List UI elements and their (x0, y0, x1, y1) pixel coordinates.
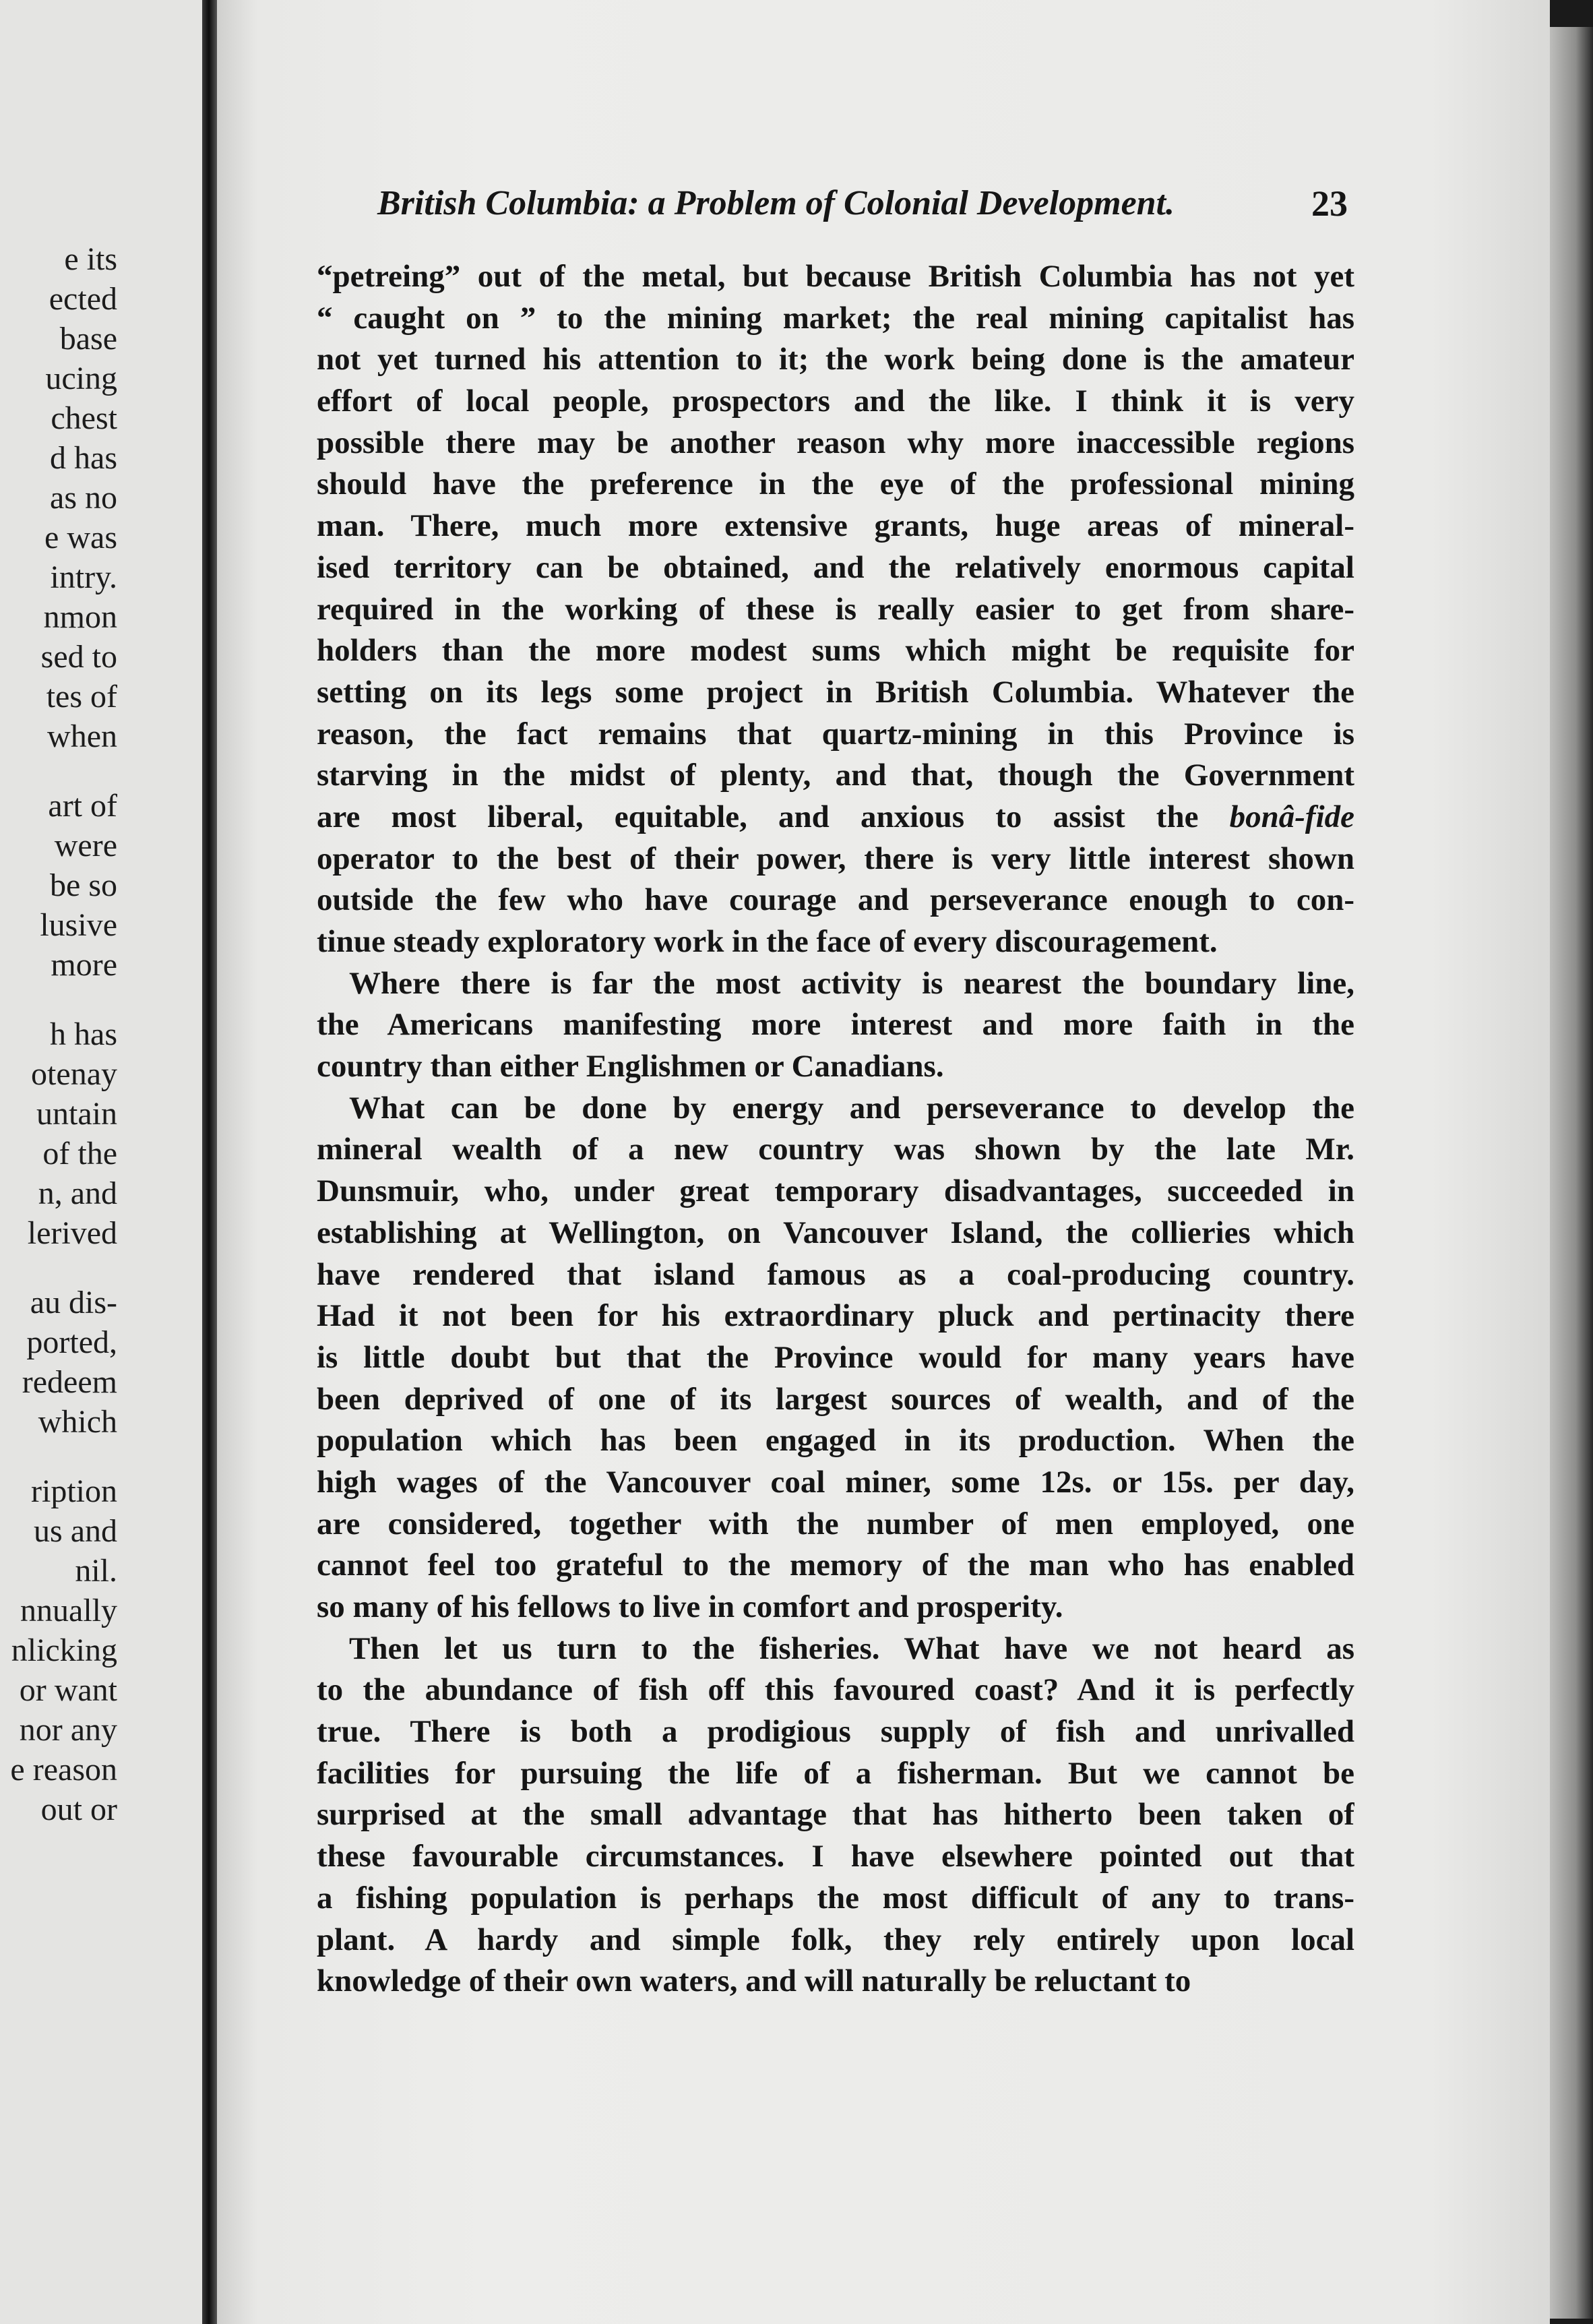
facing-page-line: or want (19, 1672, 117, 1708)
text-line: required in the working of these is really easier to get from share- (317, 591, 1354, 627)
text-line: facilities for pursuing the life of a fisherman. But we cannot be (317, 1755, 1354, 1791)
text-line: so many of his fellows to live in comfort and prosperity. (317, 1589, 1063, 1624)
facing-page-line: which (38, 1404, 117, 1440)
body-text (317, 256, 1354, 2002)
facing-page-line: redeem (22, 1364, 117, 1400)
text-line: possible there may be another reason why more inaccessible regions (317, 425, 1354, 460)
text-line: population which has been engaged in its production. When the (317, 1423, 1354, 1459)
text-line: man. There, much more extensive grants, huge areas of mineral- (317, 508, 1354, 544)
text-line: “petreing” out of the metal, but because British Columbia has not yet (317, 259, 1354, 294)
text-line: true. There is both a prodigious supply of fish and unrivalled (317, 1714, 1354, 1750)
facing-page-line: ported, (26, 1324, 117, 1360)
facing-page-line: nil. (75, 1553, 117, 1589)
paragraph (317, 256, 1354, 963)
text-line: Where there is far the most activity is nearest the boundary line, (349, 965, 1354, 1001)
text-line: holders than the more modest sums which might be requisite for (317, 633, 1354, 669)
facing-page-line: h has (50, 1016, 117, 1052)
text-line: Dunsmuir, who, under great temporary disadvantages, succeeded in (317, 1173, 1354, 1209)
text-line: What can be done by energy and perseverance to develop the (349, 1090, 1354, 1126)
facing-page-line: were (54, 828, 117, 863)
facing-page-fragment (0, 0, 202, 2324)
text-line: the Americans manifesting more interest and more faith in the (317, 1007, 1354, 1043)
facing-page-line: e reason (10, 1752, 117, 1787)
text-line: operator to the best of their power, there is very little interest shown (317, 840, 1354, 876)
facing-page-line: ription (31, 1473, 117, 1509)
facing-page-line: otenay (31, 1056, 117, 1092)
facing-page-line: intry. (50, 559, 117, 595)
text-line: these favourable circumstances. I have elsewhere pointed out that (317, 1839, 1354, 1874)
facing-page-line: more (51, 947, 117, 983)
facing-page-line: e its (64, 241, 117, 277)
facing-page-line: tes of (46, 679, 117, 714)
text-line: reason, the fact remains that quartz-mining in this Province is (317, 716, 1354, 752)
text-line: is little doubt but that the Province would for many years have (317, 1339, 1354, 1375)
text-line: mineral wealth of a new country was shown by the late Mr. (317, 1132, 1354, 1167)
text-line: Then let us turn to the fisheries. What have we not heard as (349, 1630, 1354, 1666)
text-line: are considered, together with the number of men employed, one (317, 1506, 1354, 1541)
text-line: knowledge of their own waters, and will naturally be reluctant to (317, 1963, 1191, 1999)
facing-page-line: of the (42, 1136, 117, 1171)
facing-page-line: nnually (20, 1593, 117, 1628)
facing-page-line: nmon (43, 599, 117, 635)
facing-page-line: be so (50, 867, 117, 903)
page-edge-shadow (1550, 27, 1593, 2319)
facing-page-line: sed to (40, 639, 117, 675)
text-line: should have the preference in the eye of the professional mining (317, 466, 1354, 502)
text-line: Had it not been for his extraordinary pluck and pertinacity there (317, 1298, 1354, 1334)
facing-page-line: chest (51, 400, 117, 436)
paragraph (317, 1088, 1354, 1628)
text-line: have rendered that island famous as a coal-producing country. (317, 1256, 1354, 1292)
facing-page-line: lerived (27, 1215, 117, 1251)
text-line: surprised at the small advantage that has hitherto been taken of (317, 1797, 1354, 1833)
facing-page-line: as no (50, 480, 117, 516)
facing-page-line: base (59, 321, 117, 357)
text-line: starving in the midst of plenty, and that, though the Government (317, 758, 1354, 793)
text-line: to the abundance of fish off this favoured coast? And it is perfectly (317, 1672, 1354, 1708)
italic-term: bonâ-fide (1229, 799, 1354, 834)
page-header (377, 177, 1348, 231)
facing-page-line: d has (50, 440, 117, 476)
page-number: 23 (1311, 183, 1348, 224)
text-line: ised territory can be obtained, and the relatively enormous capital (317, 549, 1354, 585)
facing-page-line: nor any (19, 1712, 117, 1748)
text-line: are most liberal, equitable, and anxious to assist the bonâ-fide (317, 799, 1354, 834)
running-title: British Columbia: a Problem of Colonial Development. (377, 184, 1175, 222)
text-line: country than either Englishmen or Canadians. (317, 1049, 944, 1084)
facing-page-line: ected (49, 281, 117, 317)
facing-page-line: when (47, 718, 117, 754)
facing-page-line: us and (34, 1513, 117, 1549)
text-line: establishing at Wellington, on Vancouver Island, the collieries which (317, 1215, 1354, 1250)
facing-page-line: ucing (45, 361, 117, 396)
facing-page-line: n, and (38, 1175, 117, 1211)
text-line: effort of local people, prospectors and the like. I think it is very (317, 384, 1354, 419)
paragraph (317, 963, 1354, 1088)
text-line: been deprived of one of its largest sources of wealth, and of the (317, 1381, 1354, 1417)
text-line: tinue steady exploratory work in the face of every discouragement. (317, 924, 1218, 959)
facing-page-line: lusive (40, 907, 117, 943)
text-line: high wages of the Vancouver coal miner, some 12s. or 15s. per day, (317, 1464, 1354, 1500)
text-line: not yet turned his attention to it; the work being done is the amateur (317, 342, 1354, 377)
facing-page-line: nlicking (11, 1632, 117, 1668)
facing-page-line: art of (48, 788, 117, 824)
text-line: “ caught on ” to the mining market; the real mining capitalist has (317, 300, 1354, 336)
book-gutter (202, 0, 217, 2324)
facing-page-line: out or (40, 1792, 117, 1827)
paragraph (317, 1628, 1354, 2002)
text-line: cannot feel too grateful to the memory of the man who has enabled (317, 1548, 1354, 1583)
text-line: setting on its legs some project in British Columbia. Whatever the (317, 674, 1354, 710)
text-line: a fishing population is perhaps the most difficult of any to trans- (317, 1880, 1354, 1916)
facing-page-line: e was (44, 520, 117, 555)
facing-page-line: au dis- (30, 1285, 117, 1320)
text-line: plant. A hardy and simple folk, they rely entirely upon local (317, 1922, 1354, 1957)
facing-page-line: untain (36, 1096, 117, 1132)
text-line: outside the few who have courage and perseverance enough to con- (317, 882, 1354, 918)
